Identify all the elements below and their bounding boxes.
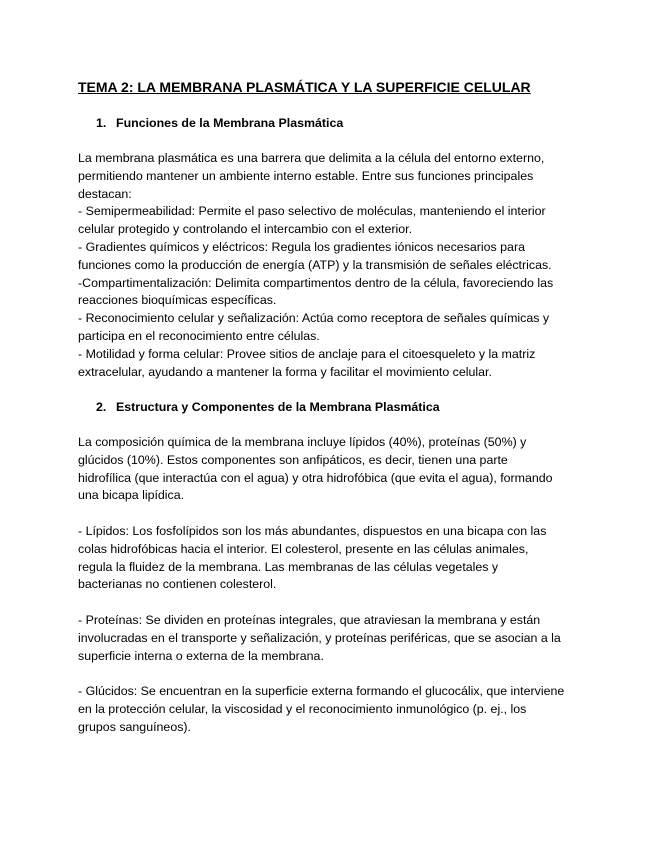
section-1-line: destacan:: [78, 186, 132, 201]
section-2-line: en la protección celular, la viscosidad y el reconocimiento inmunológico (p. ej., los: [78, 701, 527, 716]
section-1-line: reacciones bioquímicas específicas.: [78, 293, 277, 308]
section-2-line: - Glúcidos: Se encuentran en la superficie externa formando el glucocálix, que interviene: [78, 684, 565, 698]
section-2-line: - Lípidos: Los fosfolípidos son los más abundantes, dispuestos en una bicapa con las: [78, 524, 547, 538]
section-2-line: glúcidos (10%). Estos componentes son anfipáticos, es decir, tienen una parte: [78, 452, 508, 467]
section-2-line: colas hidrofóbicas hacia el interior. El colesterol, presente en las células animales,: [78, 541, 529, 556]
section-2-paragraph-composition: [78, 434, 588, 505]
document-title: TEMA 2: LA MEMBRANA PLASMÁTICA Y LA SUPERFICIE CELULAR: [78, 79, 531, 95]
section-1-heading: [96, 115, 616, 131]
section-2-paragraph-proteins: [78, 612, 588, 665]
section-1-line: extracelular, ayudando a mantener la forma y facilitar el movimiento celular.: [78, 364, 492, 379]
section-2-line: - Proteínas: Se dividen en proteínas integrales, que atraviesan la membrana y están: [78, 613, 541, 627]
section-2-line: bacterianas no contienen colesterol.: [78, 577, 277, 592]
section-2-line: grupos sanguíneos).: [78, 719, 191, 734]
section-1-line: - Reconocimiento celular y señalización: Actúa como receptora de señales químicas y: [78, 311, 550, 326]
section-1-line: celular protegido y controlando el intercambio con el exterior.: [78, 222, 413, 237]
section-1-line: La membrana plasmática es una barrera que delimita a la célula del entorno externo,: [78, 151, 545, 165]
section-2-paragraph-glucids: [78, 683, 588, 736]
section-1-heading-text: Funciones de la Membrana Plasmática: [116, 116, 344, 130]
section-2-line: regula la fluidez de la membrana. Las membranas de las células vegetales y: [78, 559, 499, 574]
section-2-line: superficie interna o externa de la membrana.: [78, 648, 324, 663]
section-2-heading-text: Estructura y Componentes de la Membrana Plasmática: [116, 400, 440, 414]
section-2-line: una bicapa lipídica.: [78, 488, 185, 503]
section-2-heading: [96, 399, 616, 415]
section-1-body: [78, 150, 588, 381]
section-1-number: 1.: [96, 116, 107, 130]
section-1-line: - Gradientes químicos y eléctricos: Regula los gradientes iónicos necesarios para: [78, 239, 525, 254]
section-1-line: funciones como la producción de energía (ATP) y la transmisión de señales eléctricas.: [78, 257, 552, 272]
section-1-line: permitiendo mantener un ambiente interno estable. Entre sus funciones principales: [78, 168, 534, 183]
section-2-line: La composición química de la membrana incluye lípidos (40%), proteínas (50%) y: [78, 435, 527, 449]
section-2-line: involucradas en el transporte y señalización, y proteínas periféricas, que se asocian a la: [78, 630, 561, 645]
section-1-line: - Semipermeabilidad: Permite el paso selectivo de moléculas, manteniendo el interior: [78, 204, 546, 219]
section-2-number: 2.: [96, 400, 107, 414]
section-1-line: -Compartimentalización: Delimita compartimentos dentro de la célula, favoreciendo las: [78, 275, 554, 290]
section-1-line: participa en el reconocimiento entre células.: [78, 328, 320, 343]
section-2-line: hidrofílica (que interactúa con el agua) y otra hidrofóbica (que evita el agua), formando: [78, 470, 553, 485]
section-2-paragraph-lipids: [78, 523, 588, 594]
section-1-line: - Motilidad y forma celular: Provee sitios de anclaje para el citoesqueleto y la matriz: [78, 346, 536, 361]
